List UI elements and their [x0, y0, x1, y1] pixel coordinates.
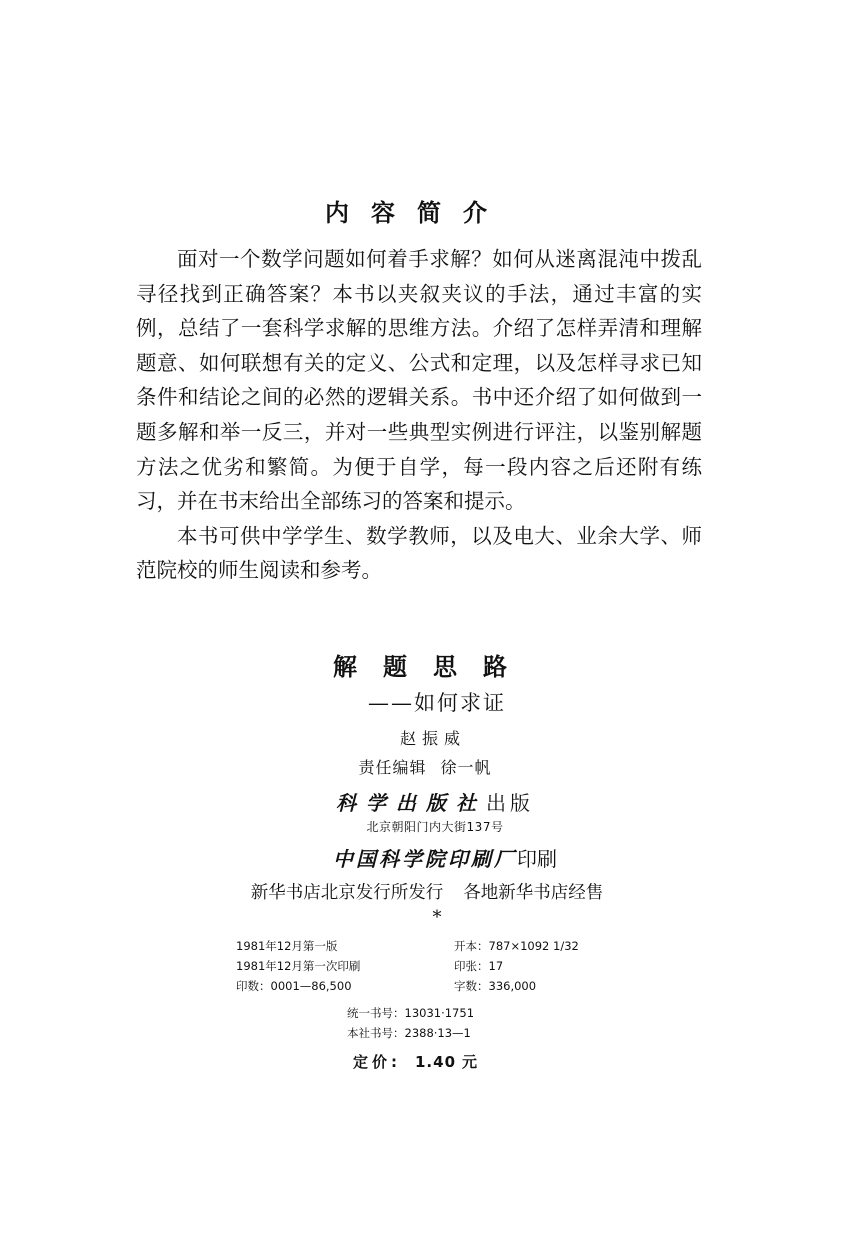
edition-info: 1981年12月第一版 — [236, 939, 338, 953]
word-count-info: 字数：336,000 — [454, 979, 537, 993]
publisher-line — [0, 789, 860, 817]
printing-info: 1981年12月第一次印刷 — [236, 959, 361, 973]
price-unit: 元 — [462, 1053, 478, 1071]
responsible-editor — [0, 756, 850, 780]
printer-name: 中国科学院印刷厂 — [333, 847, 517, 871]
sheets-info: 印张：17 — [454, 959, 504, 973]
distributor-main: 新华书店北京发行所发行 — [250, 883, 444, 903]
summary-paragraph: 面对一个数学问题如何着手求解？如何从迷离混沌中拨乱寻径找到正确答案？本书以夹叙夹议的手法，通过丰富的实例，总结了一套科学求解的思维方法。介绍了怎样弄清和理解题意、如何联想有关的定义、公式和定理，以及怎样寻求已知条件和结论之间的必然的逻辑关系。书中还介绍了如何做到一题多解和举一反三，并对一些典型实例进行评注，以鉴别解题方法之优劣和繁简。为便于自学，每一段内容之后还附有练习，并在书末给出全部练习的答案和提示。 — [136, 247, 702, 514]
book-numbers — [347, 1003, 474, 1043]
separator-asterisk: * — [432, 907, 442, 928]
publication-row — [236, 956, 624, 976]
unified-book-number: 统一书号：13031·1751 — [347, 1006, 475, 1020]
editor-name: 徐一帆 — [440, 758, 492, 777]
printer-line — [0, 845, 864, 873]
publisher-name: 科学出版社 — [336, 791, 486, 815]
summary-body — [136, 242, 702, 588]
format-info: 开本：787×1092 1/32 — [454, 939, 579, 953]
author-name: 赵振威 — [399, 729, 466, 748]
editor-label: 责任编辑 — [358, 758, 427, 777]
distributor-line — [0, 880, 852, 906]
print-run-info: 印数：0001—86,500 — [236, 979, 352, 993]
price-label: 定价: — [353, 1053, 401, 1071]
distributor-sub: 各地新华书店经售 — [463, 883, 604, 903]
publisher-suffix: 出版 — [486, 791, 534, 815]
price-value: 1.40 — [415, 1053, 457, 1071]
book-subtitle: ——如何求证 — [368, 691, 506, 715]
publication-row — [236, 936, 624, 956]
summary-title: 内容简介 — [325, 199, 509, 227]
house-book-number: 本社书号：2388·13—1 — [347, 1026, 471, 1040]
publication-details — [236, 936, 624, 996]
price-line — [353, 1050, 477, 1074]
book-title: 解题思路 — [333, 653, 533, 681]
publication-row — [236, 976, 624, 996]
publisher-address: 北京朝阳门内大街137号 — [366, 820, 504, 834]
printer-suffix: 印刷 — [517, 847, 557, 871]
summary-paragraph: 本书可供中学学生、数学教师，以及电大、业余大学、师范院校的师生阅读和参考。 — [136, 523, 702, 583]
